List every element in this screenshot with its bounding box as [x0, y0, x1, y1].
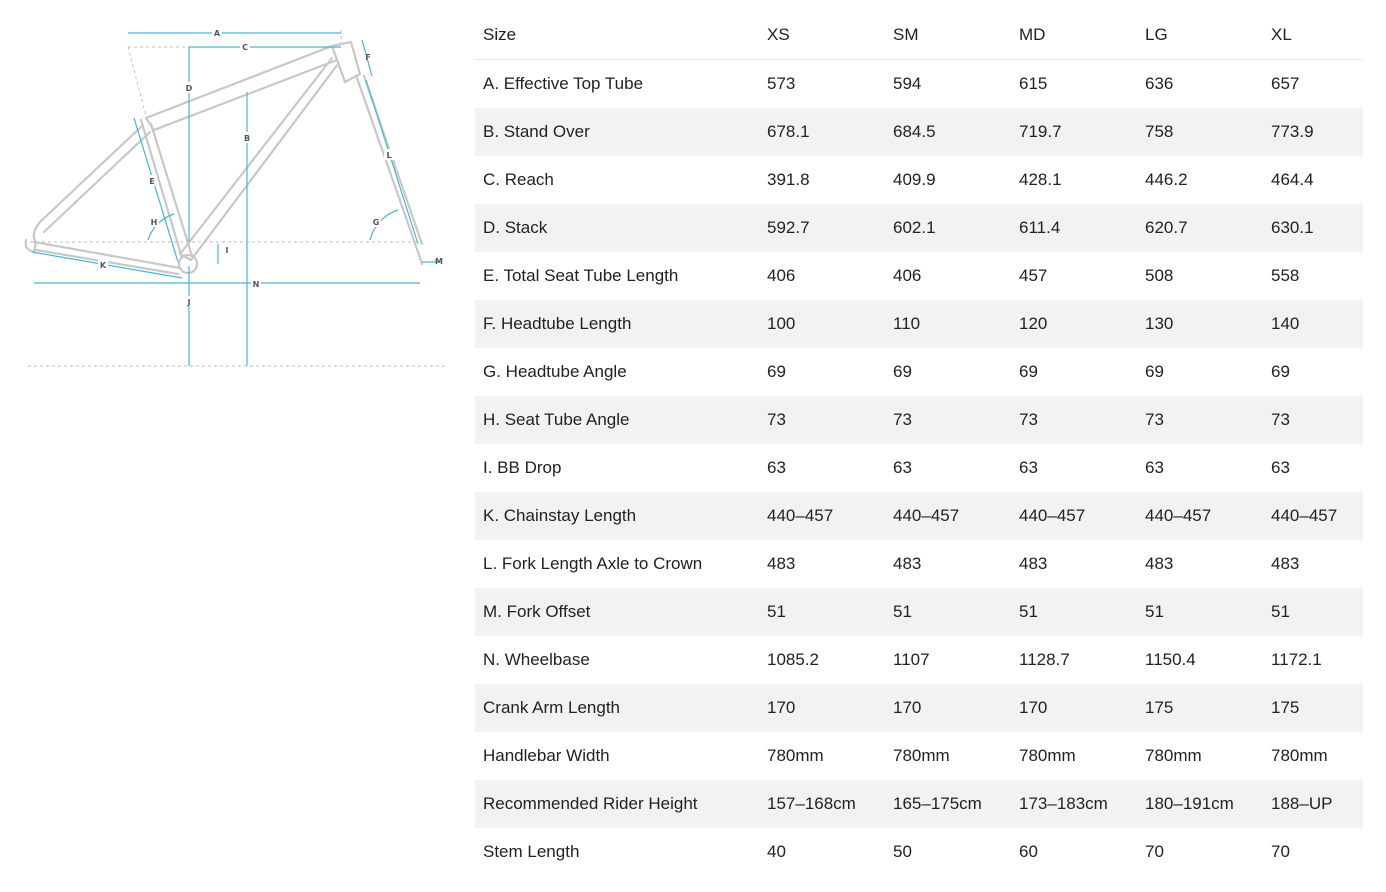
table-cell: 51: [767, 602, 786, 621]
row-label: Recommended Rider Height: [483, 794, 698, 813]
xl-column-header: XL: [1263, 11, 1363, 60]
table-cell: 170: [893, 698, 922, 717]
table-cell: 69: [1145, 362, 1164, 381]
row-label: K. Chainstay Length: [483, 506, 637, 525]
row-label: A. Effective Top Tube: [483, 74, 644, 93]
table-cell: 592.7: [767, 218, 810, 237]
table-cell: 73: [1019, 410, 1038, 429]
table-cell: 615: [1019, 74, 1048, 93]
table-header-row: [475, 11, 1363, 60]
table-cell: 73: [893, 410, 912, 429]
dim-c-label: C: [242, 43, 248, 52]
table-row: [475, 780, 1363, 828]
dim-g-label: G: [372, 218, 380, 227]
table-cell: 51: [1019, 602, 1038, 621]
table-row: [475, 156, 1363, 204]
dim-e-label: E: [149, 177, 155, 186]
xs-column-header: XS: [759, 11, 885, 60]
seat-stay: [34, 126, 150, 242]
table-cell: 780mm: [1271, 746, 1328, 765]
head-tube: [332, 42, 360, 82]
table-cell: 70: [1271, 842, 1290, 861]
table-cell: 63: [767, 458, 786, 477]
table-cell: 70: [1145, 842, 1164, 861]
table-row: [475, 300, 1363, 348]
table-cell: 170: [767, 698, 796, 717]
table-cell: 73: [767, 410, 786, 429]
table-cell: 558: [1271, 266, 1300, 285]
table-cell: 69: [1271, 362, 1290, 381]
table-cell: 50: [893, 842, 912, 861]
table-cell: 63: [1019, 458, 1038, 477]
dim-i-label: I: [225, 246, 229, 255]
table-cell: 60: [1019, 842, 1038, 861]
table-cell: 1128.7: [1019, 650, 1070, 669]
table-row: [475, 444, 1363, 492]
table-cell: 446.2: [1145, 170, 1188, 189]
row-label: D. Stack: [483, 218, 548, 237]
table-cell: 464.4: [1271, 170, 1314, 189]
down-tube: [180, 58, 338, 260]
fork: [357, 76, 422, 264]
dim-f-label: F: [365, 53, 371, 62]
table-cell: 73: [1271, 410, 1290, 429]
table-cell: 483: [1019, 554, 1048, 573]
table-row: [475, 108, 1363, 156]
table-cell: 440–457: [767, 506, 834, 525]
table-row: [475, 252, 1363, 300]
table-row: [475, 588, 1363, 636]
lg-column-header: LG: [1137, 11, 1263, 60]
table-cell: 73: [1145, 410, 1164, 429]
table-row: [475, 732, 1363, 780]
dim-h-label: H: [150, 218, 158, 227]
row-label: E. Total Seat Tube Length: [483, 266, 679, 285]
table-cell: 758: [1145, 122, 1174, 141]
row-label: N. Wheelbase: [483, 650, 590, 669]
table-cell: 170: [1019, 698, 1048, 717]
table-cell: 630.1: [1271, 218, 1314, 237]
table-row: [475, 204, 1363, 252]
dim-d-label: D: [185, 84, 193, 93]
table-cell: 611.4: [1019, 218, 1061, 237]
table-cell: 428.1: [1019, 170, 1062, 189]
row-label: G. Headtube Angle: [483, 362, 627, 381]
row-label: L. Fork Length Axle to Crown: [483, 554, 703, 573]
table-cell: 100: [767, 314, 796, 333]
table-cell: 130: [1145, 314, 1174, 333]
table-cell: 63: [1145, 458, 1164, 477]
table-cell: 719.7: [1019, 122, 1062, 141]
table-cell: 157–168cm: [767, 794, 856, 813]
table-cell: 684.5: [893, 122, 936, 141]
table-cell: 602.1: [893, 218, 936, 237]
table-cell: 483: [893, 554, 922, 573]
frame-geometry-diagram: [0, 0, 460, 380]
table-cell: 110: [893, 314, 921, 333]
dim-j-label: J: [187, 298, 191, 307]
table-cell: 40: [767, 842, 786, 861]
row-label: Crank Arm Length: [483, 698, 621, 717]
table-cell: 657: [1271, 74, 1300, 93]
row-label: H. Seat Tube Angle: [483, 410, 630, 429]
table-cell: 51: [1145, 602, 1164, 621]
table-cell: 483: [767, 554, 796, 573]
table-cell: 483: [1271, 554, 1300, 573]
table-cell: 69: [893, 362, 912, 381]
row-label: Handlebar Width: [483, 746, 610, 765]
table-row: [475, 828, 1363, 876]
table-cell: 69: [767, 362, 786, 381]
table-body: [475, 60, 1363, 877]
table-cell: 63: [1271, 458, 1290, 477]
table-cell: 1107: [893, 650, 930, 669]
table-cell: 391.8: [767, 170, 810, 189]
size-column-header: Size: [475, 11, 759, 60]
table-cell: 780mm: [893, 746, 950, 765]
md-column-header: MD: [1011, 11, 1137, 60]
table-cell: 636: [1145, 74, 1174, 93]
table-cell: 188–UP: [1271, 794, 1333, 813]
table-row: [475, 396, 1363, 444]
table-cell: 406: [767, 266, 796, 285]
table-row: [475, 492, 1363, 540]
table-cell: 1150.4: [1145, 650, 1196, 669]
table-cell: 69: [1019, 362, 1038, 381]
table-cell: 440–457: [1019, 506, 1086, 525]
table-cell: 51: [893, 602, 912, 621]
row-label: Stem Length: [483, 842, 580, 861]
dim-m-label: M: [435, 257, 443, 266]
sm-column-header: SM: [885, 11, 1011, 60]
table-cell: 1172.1: [1271, 650, 1322, 669]
table-cell: 483: [1145, 554, 1174, 573]
table-cell: 440–457: [893, 506, 960, 525]
table-cell: 780mm: [1145, 746, 1202, 765]
row-label: F. Headtube Length: [483, 314, 632, 333]
table-cell: 63: [893, 458, 912, 477]
table-row: [475, 348, 1363, 396]
geometry-table: [475, 11, 1363, 876]
table-cell: 175: [1271, 698, 1300, 717]
table-cell: 51: [1271, 602, 1290, 621]
table-row: [475, 540, 1363, 588]
table-cell: 678.1: [767, 122, 810, 141]
table-cell: 773.9: [1271, 122, 1314, 141]
table-cell: 508: [1145, 266, 1174, 285]
table-cell: 406: [893, 266, 922, 285]
seat-extension-line: [128, 47, 146, 116]
table-cell: 409.9: [893, 170, 936, 189]
table-cell: 620.7: [1145, 218, 1188, 237]
table-cell: 120: [1019, 314, 1048, 333]
dim-k-label: K: [99, 261, 107, 270]
table-cell: 175: [1145, 698, 1174, 717]
table-cell: 165–175cm: [893, 794, 982, 813]
table-cell: 780mm: [1019, 746, 1076, 765]
table-cell: 173–183cm: [1019, 794, 1108, 813]
row-label: I. BB Drop: [483, 458, 562, 477]
table-cell: 594: [893, 74, 922, 93]
table-cell: 573: [767, 74, 796, 93]
bike-frame: [26, 42, 422, 274]
table-cell: 1085.2: [767, 650, 819, 669]
table-row: [475, 60, 1363, 109]
dim-n-label: N: [252, 280, 260, 289]
dim-b-label: B: [243, 134, 251, 143]
row-label: M. Fork Offset: [483, 602, 591, 621]
dim-l-label: L: [386, 151, 392, 160]
table-cell: 457: [1019, 266, 1048, 285]
table-cell: 140: [1271, 314, 1300, 333]
dim-a-label: A: [213, 29, 221, 38]
table-cell: 780mm: [767, 746, 824, 765]
table-cell: 440–457: [1145, 506, 1212, 525]
row-label: B. Stand Over: [483, 122, 590, 141]
table-row: [475, 636, 1363, 684]
table-cell: 180–191cm: [1145, 794, 1234, 813]
table-cell: 440–457: [1271, 506, 1338, 525]
row-label: C. Reach: [483, 170, 554, 189]
table-row: [475, 684, 1363, 732]
